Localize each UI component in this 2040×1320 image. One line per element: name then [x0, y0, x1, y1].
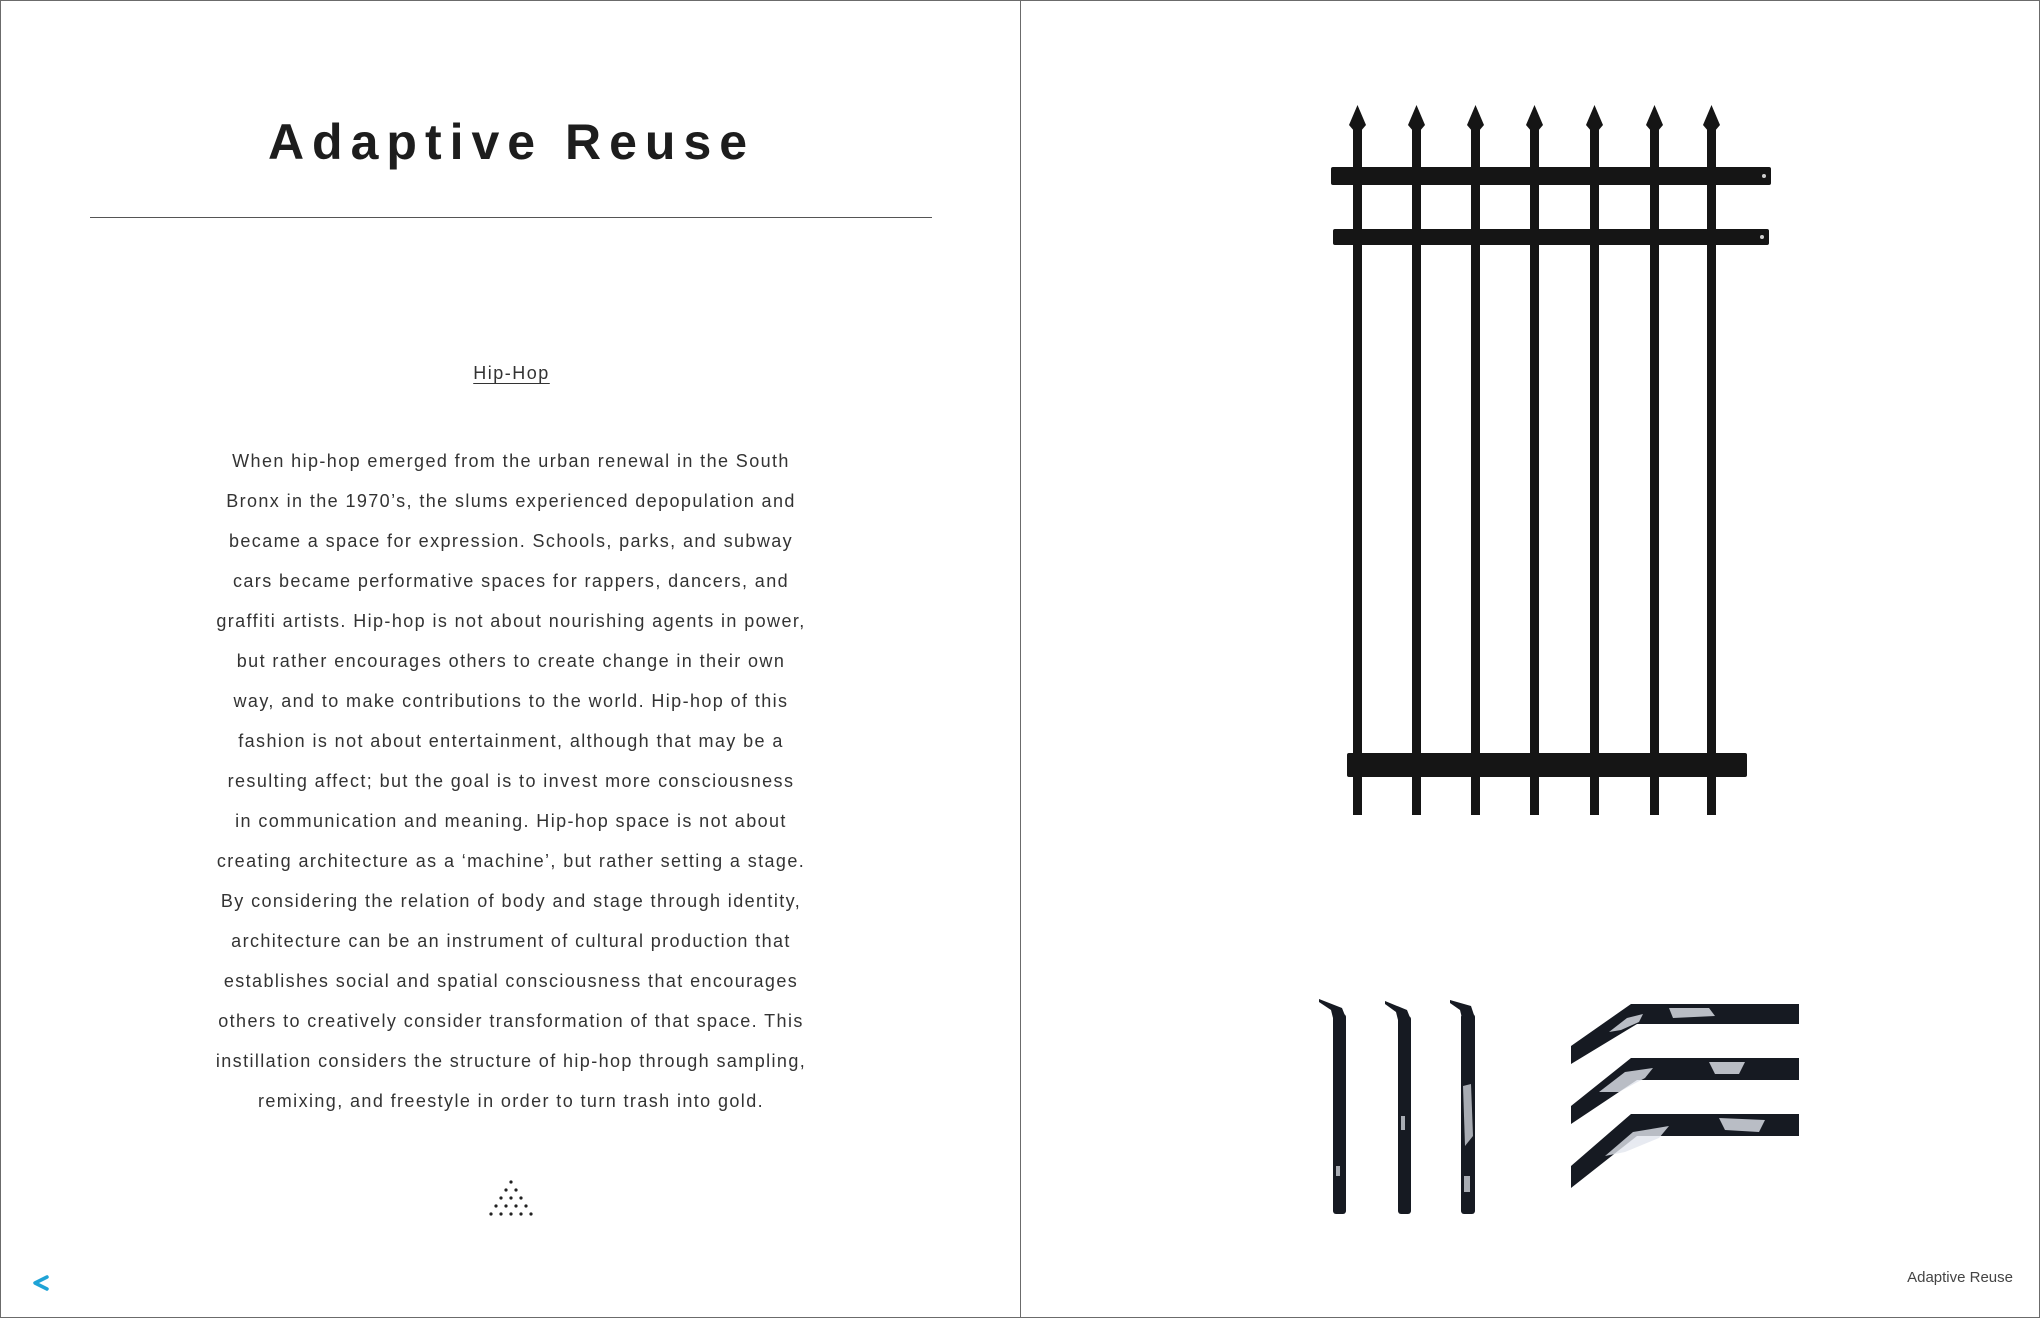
- body-line: remixing, and freestyle in order to turn trash into gold.: [257, 1091, 765, 1111]
- left-page: [0, 0, 1021, 1318]
- right-page: [1020, 0, 2040, 1318]
- body-line: By considering the relation of body and stage through identity,: [220, 891, 802, 911]
- bent-pickets-image: [1293, 996, 1493, 1221]
- running-footer: Adaptive Reuse: [1907, 1269, 2013, 1286]
- bent-rails-image: [1569, 996, 1799, 1206]
- body-line: but rather encourages others to create change in their own: [236, 651, 786, 671]
- iron-fence-panel-image: [1309, 101, 1779, 821]
- dot-triangle-ornament-icon: [489, 1179, 533, 1219]
- body-line: When hip-hop emerged from the urban renewal in the South: [232, 451, 790, 471]
- body-line: establishes social and spatial consciousness that encourages: [223, 971, 799, 991]
- body-line: way, and to make contributions to the world. Hip-hop of this: [233, 691, 789, 711]
- body-line: in communication and meaning. Hip-hop space is not about: [235, 811, 787, 831]
- body-line: fashion is not about entertainment, although that may be a: [238, 731, 784, 751]
- chevron-left-icon[interactable]: [29, 1271, 53, 1295]
- section-heading: Hip-Hop: [473, 363, 550, 383]
- body-line: became a space for expression. Schools, parks, and subway: [228, 531, 794, 551]
- body-line: instillation considers the structure of hip-hop through sampling,: [215, 1051, 807, 1071]
- body-line: creating architecture as a ‘machine’, but rather setting a stage.: [216, 851, 806, 871]
- body-line: others to creatively consider transformation of that space. This: [218, 1011, 804, 1031]
- body-line: architecture can be an instrument of cultural production that: [231, 931, 791, 951]
- body-line: Bronx in the 1970’s, the slums experienced depopulation and: [226, 491, 796, 511]
- body-paragraph: [215, 441, 807, 1121]
- body-line: resulting affect; but the goal is to invest more consciousness: [227, 771, 795, 791]
- title-divider: [90, 217, 932, 218]
- page-title: Adaptive Reuse: [267, 114, 756, 170]
- body-line: graffiti artists. Hip-hop is not about nourishing agents in power,: [216, 611, 806, 631]
- body-line: cars became performative spaces for rappers, dancers, and: [232, 571, 790, 591]
